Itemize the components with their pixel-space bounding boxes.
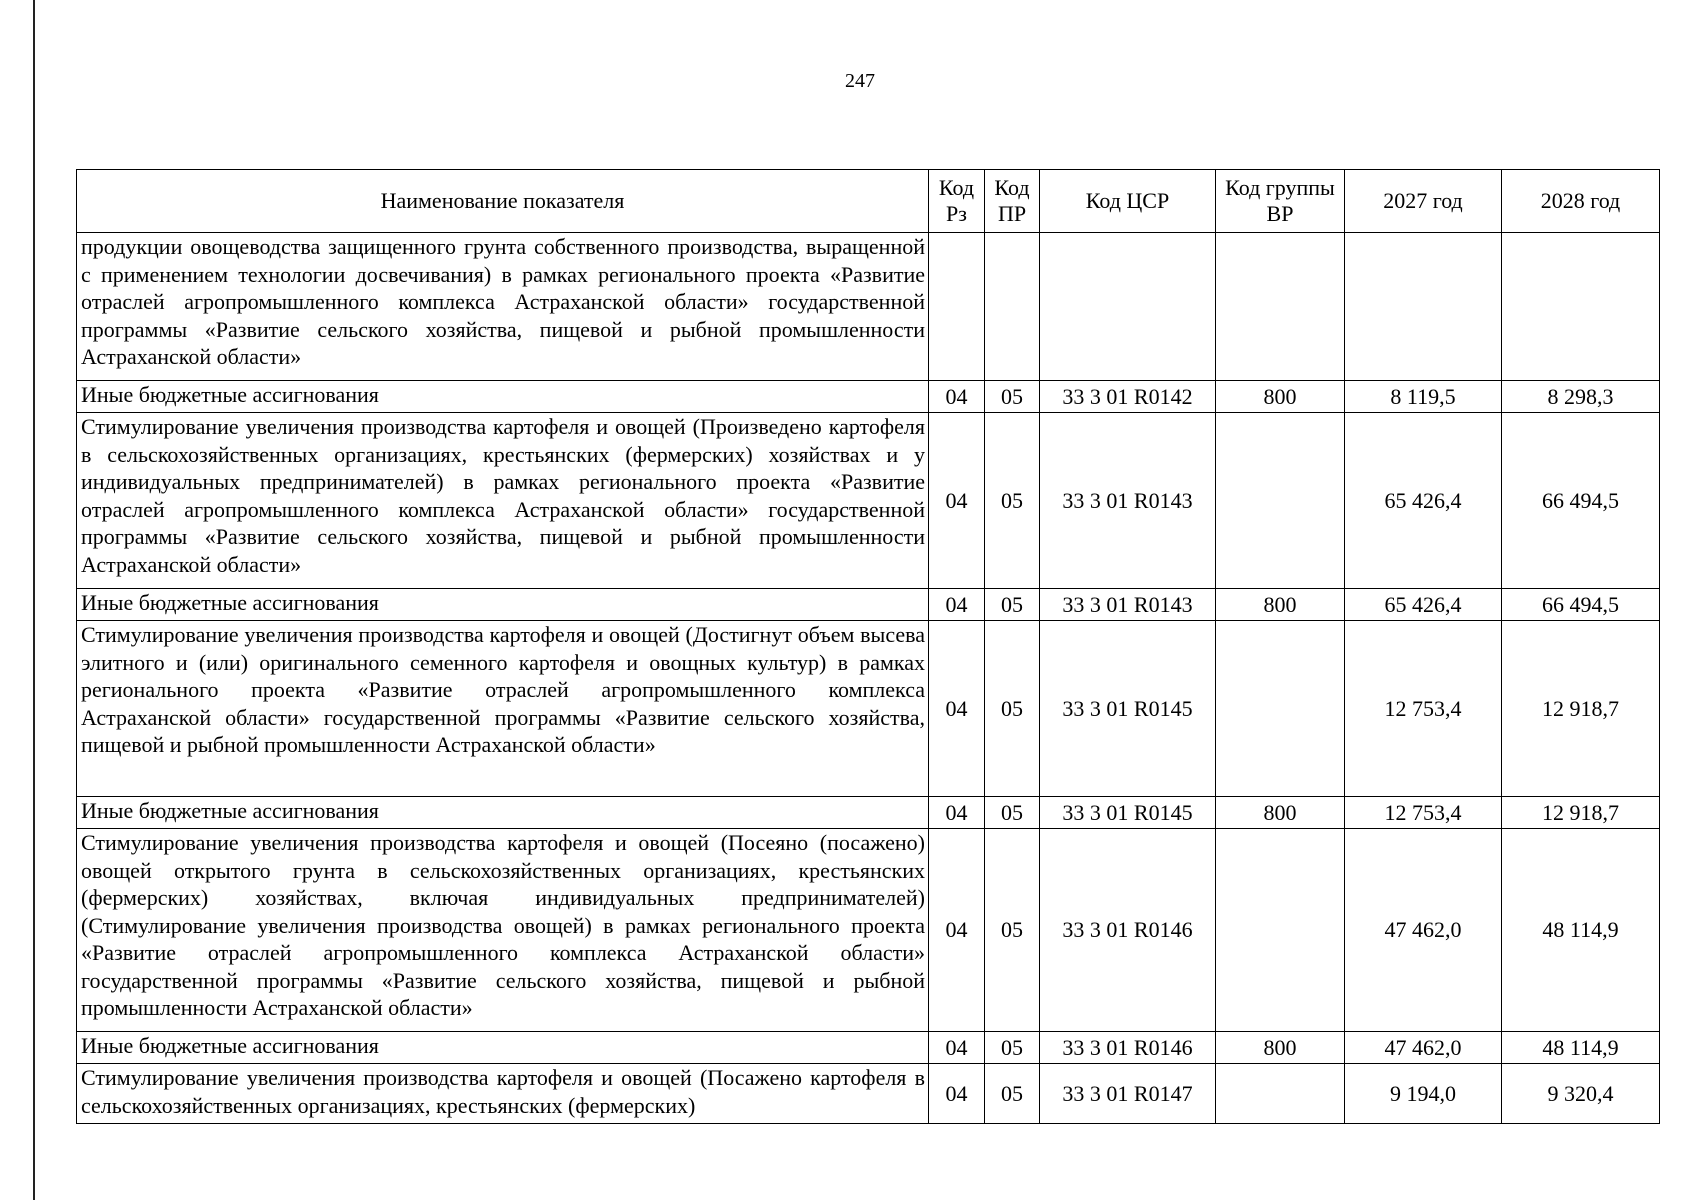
header-pr: Код ПР: [985, 170, 1040, 233]
row-2028: 66 494,5: [1502, 589, 1660, 621]
row-csr: 33 3 01 R0142: [1040, 381, 1216, 413]
row-rz: 04: [929, 1064, 985, 1124]
table-row: [77, 1032, 1660, 1064]
row-rz: 04: [929, 589, 985, 621]
row-2028: 9 320,4: [1502, 1064, 1660, 1124]
binding-margin-line: [33, 0, 35, 1200]
row-vr: [1216, 1064, 1345, 1124]
row-name: Иные бюджетные ассигнования: [77, 381, 929, 413]
row-csr: [1040, 233, 1216, 381]
table-header-row: [77, 170, 1660, 233]
table-row: [77, 413, 1660, 589]
row-2028: 66 494,5: [1502, 413, 1660, 589]
table-row: [77, 621, 1660, 797]
table-row: [77, 829, 1660, 1032]
row-name: Иные бюджетные ассигнования: [77, 797, 929, 829]
row-vr: 800: [1216, 381, 1345, 413]
row-2027: 65 426,4: [1345, 413, 1502, 589]
row-csr: 33 3 01 R0143: [1040, 413, 1216, 589]
row-2028: 48 114,9: [1502, 829, 1660, 1032]
row-vr: [1216, 233, 1345, 381]
row-name: Иные бюджетные ассигнования: [77, 1032, 929, 1064]
row-csr: 33 3 01 R0145: [1040, 621, 1216, 797]
row-rz: [929, 233, 985, 381]
row-2027: 12 753,4: [1345, 797, 1502, 829]
row-2028: 48 114,9: [1502, 1032, 1660, 1064]
header-vr: Код группы ВР: [1216, 170, 1345, 233]
row-pr: 05: [985, 797, 1040, 829]
row-vr: 800: [1216, 589, 1345, 621]
row-2027: [1345, 233, 1502, 381]
page-number: 247: [845, 70, 875, 92]
row-2027: 8 119,5: [1345, 381, 1502, 413]
row-vr: [1216, 621, 1345, 797]
table-row: [77, 589, 1660, 621]
row-2027: 47 462,0: [1345, 829, 1502, 1032]
row-pr: 05: [985, 589, 1040, 621]
row-csr: 33 3 01 R0143: [1040, 589, 1216, 621]
header-2027: 2027 год: [1345, 170, 1502, 233]
row-name: продукции овощеводства защищенного грунта собственного производства, выращенной с применением технологии досвечивания) в рамках регионального проекта «Развитие отраслей агропромышленного комплекса Астраханской области» государственной программы «Развитие сельского хозяйства, пищевой и рыбной промышленности Астраханской области»: [77, 233, 929, 381]
row-2028: [1502, 233, 1660, 381]
row-vr: [1216, 829, 1345, 1032]
row-2028: 12 918,7: [1502, 797, 1660, 829]
table-row: [77, 1064, 1660, 1124]
row-pr: 05: [985, 413, 1040, 589]
table-row: [77, 381, 1660, 413]
budget-table: [76, 169, 1660, 1124]
row-2027: 47 462,0: [1345, 1032, 1502, 1064]
row-2027: 12 753,4: [1345, 621, 1502, 797]
row-pr: 05: [985, 829, 1040, 1032]
row-2028: 12 918,7: [1502, 621, 1660, 797]
row-csr: 33 3 01 R0146: [1040, 1032, 1216, 1064]
row-pr: 05: [985, 1032, 1040, 1064]
header-rz: Код Рз: [929, 170, 985, 233]
row-name: Иные бюджетные ассигнования: [77, 589, 929, 621]
row-name: Стимулирование увеличения производства картофеля и овощей (Посажено картофеля в сельскохозяйственных организациях, крестьянских (фермерских): [77, 1064, 929, 1124]
row-2028: 8 298,3: [1502, 381, 1660, 413]
row-rz: 04: [929, 381, 985, 413]
row-rz: 04: [929, 829, 985, 1032]
row-rz: 04: [929, 1032, 985, 1064]
row-pr: 05: [985, 381, 1040, 413]
row-rz: 04: [929, 621, 985, 797]
row-name: Стимулирование увеличения производства картофеля и овощей (Достигнут объем высева элитного и (или) оригинального семенного картофеля и овощных культур) в рамках регионального проекта «Развитие отраслей агропромышленного комплекса Астраханской области» государственной программы «Развитие сельского хозяйства, пищевой и рыбной промышленности Астраханской области»: [77, 621, 929, 797]
row-name: Стимулирование увеличения производства картофеля и овощей (Произведено картофеля в сельскохозяйственных организациях, крестьянских (фермерских) хозяйствах и у индивидуальных предпринимателей) в рамках регионального проекта «Развитие отраслей агропромышленного комплекса Астраханской области» государственной программы «Развитие сельского хозяйства, пищевой и рыбной промышленности Астраханской области»: [77, 413, 929, 589]
row-name: Стимулирование увеличения производства картофеля и овощей (Посеяно (посажено) овощей открытого грунта в сельскохозяйственных организациях, крестьянских (фермерских) хозяйствах, включая индивидуальных предпринимателей) (Стимулирование увеличения производства овощей) в рамках регионального проекта «Развитие отраслей агропромышленного комплекса Астраханской области» государственной программы «Развитие сельского хозяйства, пищевой и рыбной промышленности Астраханской области»: [77, 829, 929, 1032]
row-2027: 9 194,0: [1345, 1064, 1502, 1124]
row-csr: 33 3 01 R0145: [1040, 797, 1216, 829]
row-pr: 05: [985, 621, 1040, 797]
row-csr: 33 3 01 R0146: [1040, 829, 1216, 1032]
row-vr: [1216, 413, 1345, 589]
header-csr: Код ЦСР: [1040, 170, 1216, 233]
row-vr: 800: [1216, 1032, 1345, 1064]
row-pr: [985, 233, 1040, 381]
row-rz: 04: [929, 413, 985, 589]
row-rz: 04: [929, 797, 985, 829]
row-2027: 65 426,4: [1345, 589, 1502, 621]
table-row: [77, 233, 1660, 381]
row-csr: 33 3 01 R0147: [1040, 1064, 1216, 1124]
row-pr: 05: [985, 1064, 1040, 1124]
header-2028: 2028 год: [1502, 170, 1660, 233]
row-vr: 800: [1216, 797, 1345, 829]
table-row: [77, 797, 1660, 829]
header-name: Наименование показателя: [77, 170, 929, 233]
